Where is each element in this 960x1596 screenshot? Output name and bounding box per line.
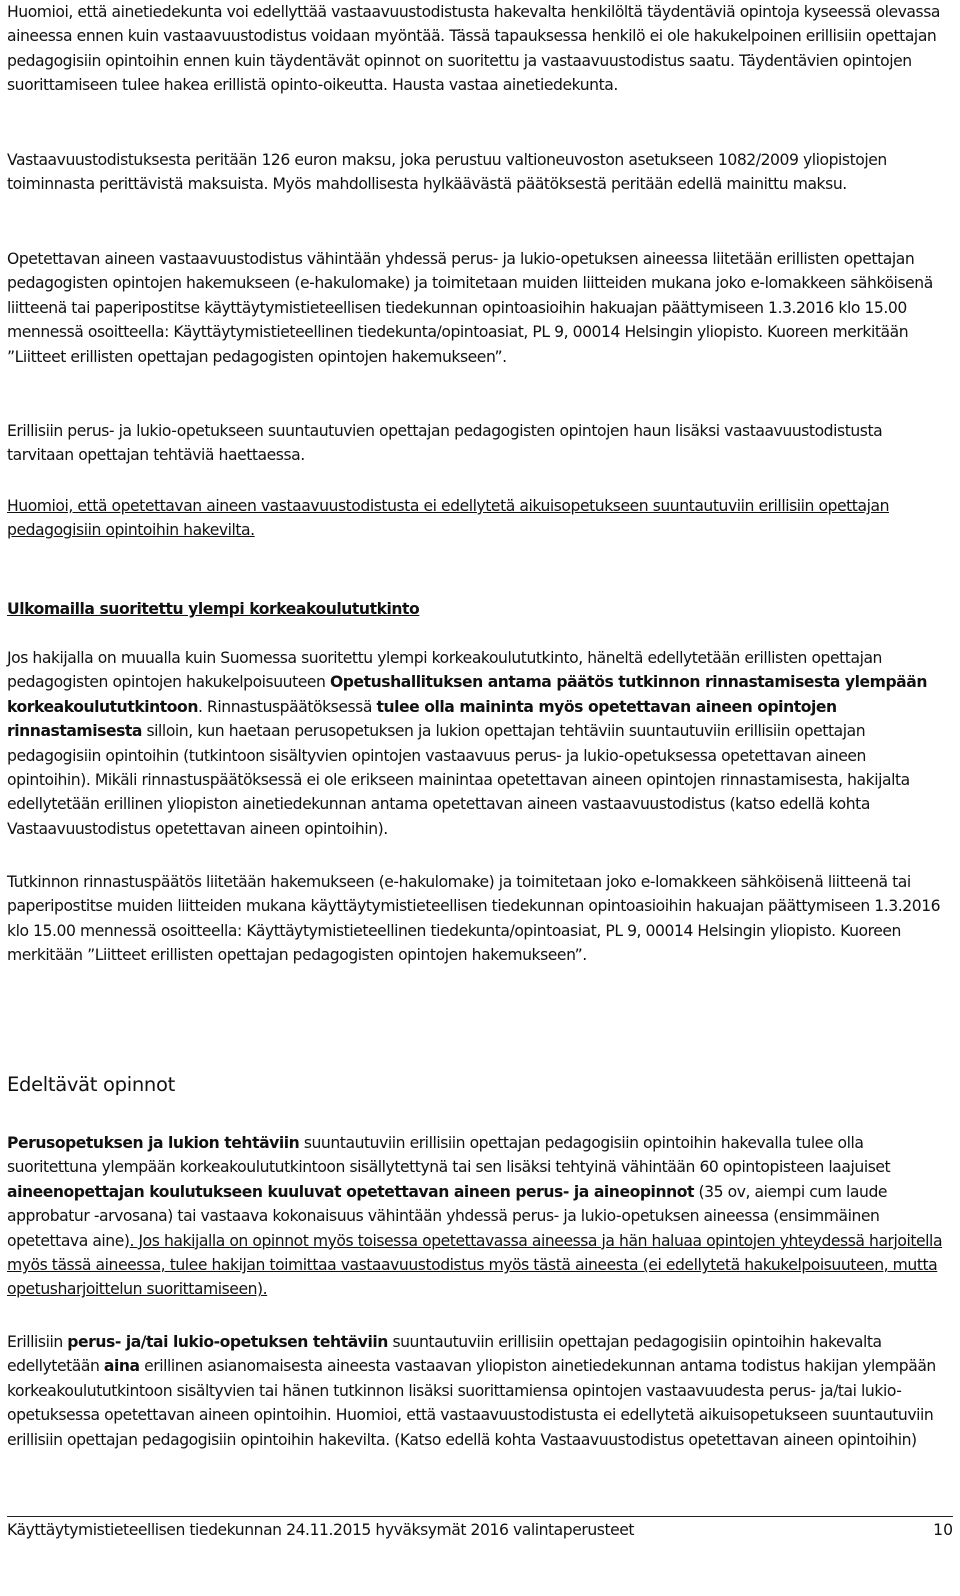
- text-span: suuntautuviin erillisiin opettajan pedagogisiin opintoihin hakevalta edellytetään: [7, 1333, 882, 1376]
- bold-text: Perusopetuksen ja lukion tehtäviin: [7, 1134, 300, 1152]
- paragraph-certificate-requirement: Erillisiin perus- ja lukio-opetukseen suuntautuvien opettajan pedagogisten opintojen haun lisäksi vastaavuustodistusta tarvitaan opettajan tehtäviä haettaessa.: [7, 422, 883, 465]
- heading-prior-studies: Edeltävät opinnot: [7, 1073, 175, 1096]
- paragraph-certificate-submission: Opetettavan aineen vastaavuustodistus vähintään yhdessä perus- ja lukio-opetuksen aineessa liitetään erillisten opettajan pedagogisten opintojen hakemukseen (e-hakulomake) ja toimitetaan muiden liitteiden mukana joko e-lomakkeen sähköisenä liitteenä tai paperipostitse käyttäytymistieteellisen tiedekunnan opintoasioihin hakuajan päättymiseen 1.3.2016 klo 15.00 mennessä osoitteella: Käyttäytymistieteellinen tiedekunta/opintoasiat, PL 9, 00014 Helsingin yliopisto. Kuoreen merkitään ”Liitteet erillisten opettajan pedagogisten opintojen hakemukseen”.: [7, 250, 933, 366]
- bold-text: tulee olla maininta myös opetettavan aineen opintojen rinnastamisesta: [7, 697, 837, 741]
- bold-text: Opetushallituksen antama päätös tutkinnon rinnastamisesta ylempään korkeakoulututkintoon: [7, 673, 927, 716]
- text-span: silloin, kun haetaan perusopetuksen ja lukion opettajan tehtäviin suuntautuviin erillisiin opettajan pedagogisiin opintoihin (tutkintoon sisältyvien opintojen vastaavuus perus- ja lukio-opetuksessa opetettavan aineen opintoihin). Mikäli rinnastuspäätöksessä ei ole erikseen mainintaa opetettavan aineen opintojen rinnastamisesta, hakijalta edellytetään erillinen yliopiston ainetiedekunnan antama opetettavan aineen vastaavuustodistus (katso edellä kohta Vastaavuustodistus opetettavan aineen opintoihin).: [7, 722, 910, 838]
- text-span: erillinen asianomaisesta aineesta vastaavan yliopiston ainetiedekunnan antama todistus hakijan ylempään korkeakoulututkintoon sisältyvien tai hänen tutkinnon lisäksi suorittamiensa opintojen vastaavuudesta perus- ja/tai lukio-opetuksessa opetettavan aineen opintoihin. Huomioi, että vastaavuustodistusta ei edellytetä aikuisopetukseen suuntautuviin erillisiin opettajan pedagogisiin opintoihin hakevilta. (Katso edellä kohta Vastaavuustodistus opetettavan aineen opintoihin): [7, 1357, 936, 1449]
- paragraph-adult-education-note: Huomioi, että opetettavan aineen vastaavuustodistusta ei edellytetä aikuisopetukseen suuntautuviin erillisiin opettajan pedagogisiin opintoihin hakevilta.: [7, 497, 889, 540]
- footer-title: Käyttäytymistieteellisen tiedekunnan 24.11.2015 hyväksymät 2016 valintaperusteet: [7, 1521, 635, 1539]
- text-span: Erillisiin: [7, 1333, 68, 1351]
- paragraph-supplementary-studies: Huomioi, että ainetiedekunta voi edellyttää vastaavuustodistusta hakevalta henkilöltä täydentäviä opintoja kyseessä olevassa aineessa ennen kuin vastaavuustodistus voidaan myöntää. Tässä tapauksessa henkilö ei ole hakukelpoinen erillisiin opettajan pedagogisiin opintoihin ennen kuin täydentävät opinnot on suoritettu ja vastaavuustodistus saatu. Täydentävien opintojen suorittamiseen tulee hakea erillistä opinto-oikeutta. Hausta vastaa ainetiedekunta.: [7, 3, 940, 95]
- paragraph-degree-abroad: [7, 646, 953, 841]
- underlined-text: . Jos hakijalla on opinnot myös toisessa opetettavassa aineessa ja hän haluaa opintojen yhteydessä harjoitella myös tässä aineessa, tulee hakijan toimittaa vastaavuustodistus myös tästä aineesta (ei edellytetä hakukelpoisuuteen, mutta opetusharjoittelun suorittamiseen).: [7, 1231, 943, 1299]
- footer-divider: [7, 1516, 953, 1517]
- text-span: . Rinnastuspäätöksessä: [197, 697, 377, 716]
- bold-text: aina: [103, 1357, 140, 1376]
- text-span: Jos hakijalla on muualla kuin Suomessa suoritettu ylempi korkeakoulututkinto, häneltä edellytetään erillisten opettajan pedagogisten opintojen hakukelpoisuuteen: [7, 649, 882, 692]
- bold-text: aineenopettajan koulutukseen kuuluvat opetettavan aineen perus- ja aineopinnot: [7, 1182, 695, 1201]
- bold-text: perus- ja/tai lukio-opetuksen tehtäviin: [67, 1333, 388, 1351]
- heading-degree-abroad: Ulkomailla suoritettu ylempi korkeakoulututkinto: [7, 600, 420, 618]
- text-span: suuntautuviin erillisiin opettajan pedagogisiin opintoihin hakevalla tulee olla suoritettuna ylempään korkeakoulututkintoon sisällytettynä tai sen lisäksi tehtyinä vähintään 60 opintopisteen laajuiset: [7, 1134, 891, 1177]
- paragraph-certificate-fee: Vastaavuustodistuksesta peritään 126 euron maksu, joka perustuu valtioneuvoston asetukseen 1082/2009 yliopistojen toiminnasta perittävistä maksuista. Myös mahdollisesta hylkäävästä päätöksestä peritään edellä mainittu maksu.: [7, 151, 887, 194]
- text-span: (35 ov, aiempi cum laude approbatur -arvosana) tai vastaava kokonaisuus vähintään yhdessä perus- ja lukio-opetuksen aineessa (ensimmäinen opetettava aine): [7, 1182, 888, 1250]
- page-number: 10: [933, 1521, 953, 1539]
- paragraph-prior-studies-requirement: [7, 1131, 953, 1302]
- paragraph-certificate-always-required: [7, 1330, 953, 1452]
- paragraph-decision-submission: Tutkinnon rinnastuspäätös liitetään hakemukseen (e-hakulomake) ja toimitetaan joko e-lomakkeen sähköisenä liitteenä tai paperipostitse muiden liitteiden mukana käyttäytymistieteellisen tiedekunnan opintoasioihin hakuajan päättymiseen 1.3.2016 klo 15.00 mennessä osoitteella: Käyttäytymistieteellinen tiedekunta/opintoasiat, PL 9, 00014 Helsingin yliopisto. Kuoreen merkitään ”Liitteet erillisten opettajan pedagogisten opintojen hakemukseen”.: [7, 873, 941, 965]
